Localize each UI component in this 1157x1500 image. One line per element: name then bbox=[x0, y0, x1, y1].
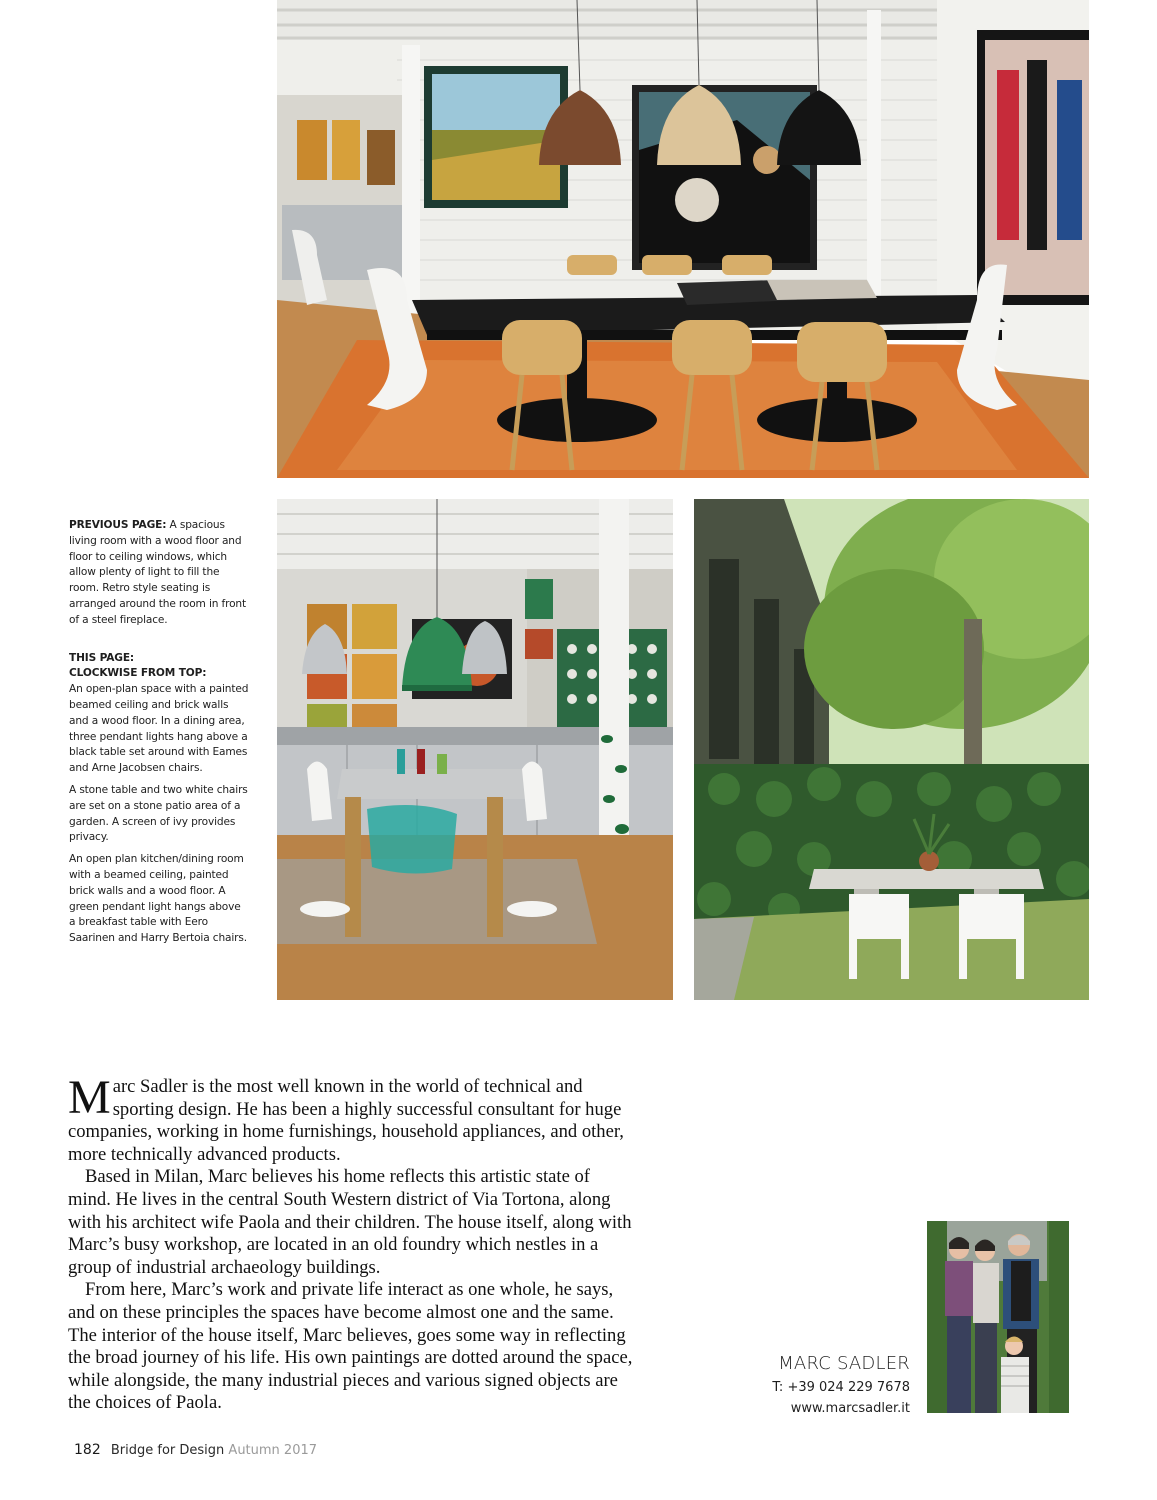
photo-captions bbox=[69, 518, 249, 947]
website-link[interactable]: www.marcsadler.it bbox=[790, 1401, 910, 1416]
this-page-heading: THIS PAGE: bbox=[69, 651, 135, 664]
drop-cap: M bbox=[68, 1071, 111, 1124]
previous-page-heading: PREVIOUS PAGE: bbox=[69, 519, 167, 531]
previous-page-text: A spacious living room with a wood floor and floor to ceiling windows, which allow plenty of light to fill the room. Retro style seating is arranged around the room in front of a steel fireplace. bbox=[69, 519, 246, 626]
contact-block bbox=[772, 1351, 910, 1419]
family-portrait-photo bbox=[927, 1221, 1069, 1413]
designer-name: MARC SADLER bbox=[778, 1353, 910, 1374]
dining-room-photo bbox=[277, 0, 1089, 478]
phone-number: T: +39 024 229 7678 bbox=[772, 1380, 910, 1395]
previous-page-caption bbox=[69, 518, 249, 629]
article-paragraph-1-text: arc Sadler is the most well known in the world of technical and sporting design. He has been a highly successful consultant for huge companies, working in home furnishings, household appliances, and other, more technically advanced products. bbox=[68, 1076, 624, 1165]
page-footer bbox=[74, 1442, 317, 1458]
caption-dining: An open-plan space with a painted beamed ceiling and brick walls and a wood floor. In a dining area, three pendant lights hang above a black table set around with Eames and Arne Jacobsen chairs. bbox=[69, 683, 249, 775]
page-number: 182 bbox=[74, 1442, 101, 1458]
clockwise-heading: CLOCKWISE FROM TOP: bbox=[69, 667, 207, 680]
article-paragraph-3: From here, Marc’s work and private life interact as one whole, he says, and on these principles the spaces have become almost one and the same. The interior of the house itself, Marc believes, goes some way in reflecting the broad journey of his life. His own paintings are dotted around the space, while alongside, the many industrial pieces and various signed objects are the choices of Paola. bbox=[68, 1279, 633, 1414]
issue-label: Autumn 2017 bbox=[228, 1443, 318, 1458]
caption-kitchen: An open plan kitchen/dining room with a beamed ceiling, painted brick walls and a wood floor. A green pendant light hangs above a breakfast table with Eero Saarinen and Harry Bertoia chairs. bbox=[69, 853, 247, 945]
garden-patio-photo bbox=[694, 499, 1089, 1000]
article-paragraph-1 bbox=[68, 1071, 634, 1166]
article-body bbox=[68, 1071, 634, 1415]
kitchen-dining-photo bbox=[277, 499, 673, 1000]
caption-garden: A stone table and two white chairs are set on a stone patio area of a garden. A screen of ivy provides privacy. bbox=[69, 783, 248, 844]
article-paragraph-2: Based in Milan, Marc believes his home reflects this artistic state of mind. He lives in the central South Western district of Via Tortona, along with his architect wife Paola and their children. The house itself, along with Marc’s busy workshop, are located in an old foundry which nestles in a group of industrial archaeology buildings. bbox=[68, 1166, 632, 1278]
magazine-name: Bridge for Design bbox=[110, 1443, 225, 1458]
